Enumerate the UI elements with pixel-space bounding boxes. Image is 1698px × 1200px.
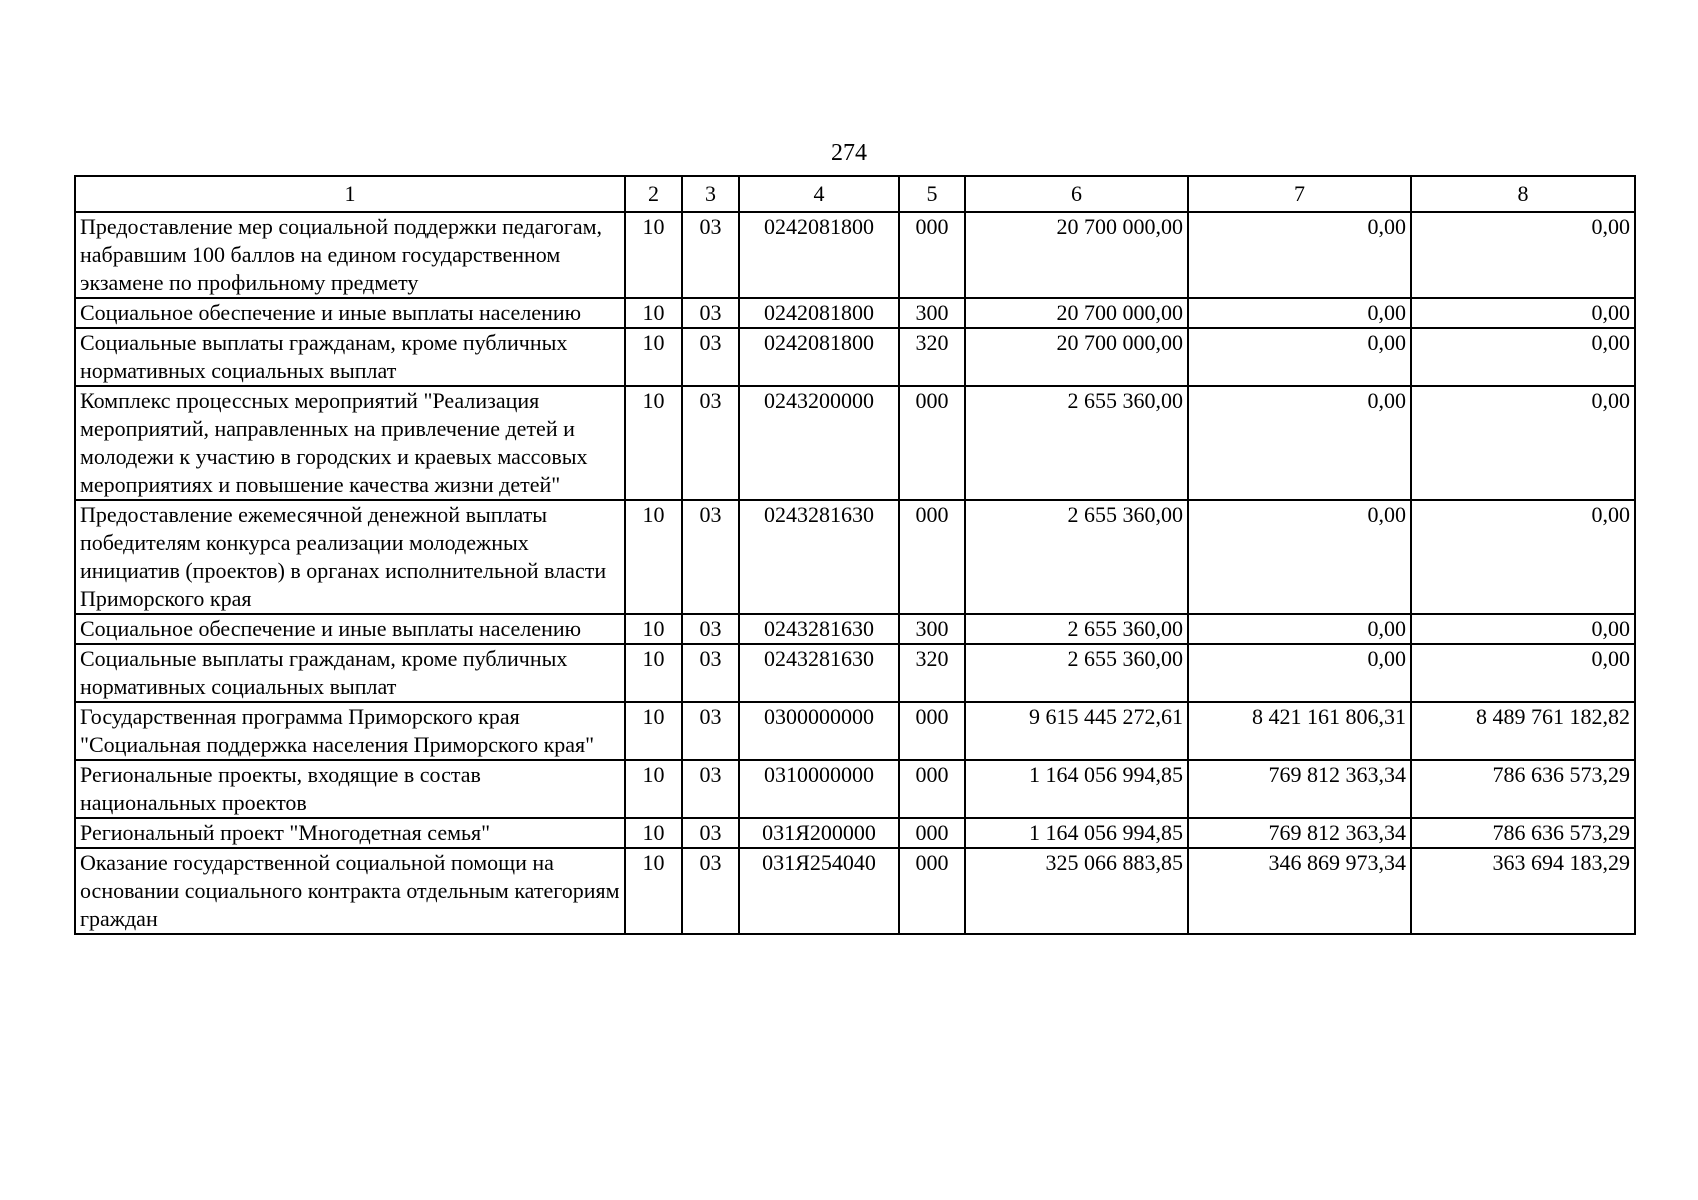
- subsection-code: 03: [682, 760, 739, 818]
- amount-col7: 8 421 161 806,31: [1188, 702, 1411, 760]
- row-name: Предоставление ежемесячной денежной выплаты победителям конкурса реализации молодежных инициатив (проектов) в органах исполнительной власти Приморского края: [75, 500, 625, 614]
- amount-col8: 786 636 573,29: [1411, 760, 1635, 818]
- amount-col7: 0,00: [1188, 386, 1411, 500]
- row-name: Предоставление мер социальной поддержки педагогам, набравшим 100 баллов на едином государственном экзамене по профильному предмету: [75, 212, 625, 298]
- amount-col8: 0,00: [1411, 644, 1635, 702]
- expense-type-code: 320: [899, 328, 965, 386]
- amount-col7: 0,00: [1188, 500, 1411, 614]
- target-article-code: 031Я254040: [739, 848, 899, 934]
- amount-col6: 1 164 056 994,85: [965, 760, 1188, 818]
- subsection-code: 03: [682, 212, 739, 298]
- expense-type-code: 300: [899, 298, 965, 328]
- column-header: 4: [739, 176, 899, 212]
- amount-col7: 0,00: [1188, 298, 1411, 328]
- row-name: Оказание государственной социальной помощи на основании социального контракта отдельным категориям граждан: [75, 848, 625, 934]
- amount-col8: 786 636 573,29: [1411, 818, 1635, 848]
- table-row: [75, 614, 1635, 644]
- section-code: 10: [625, 760, 682, 818]
- subsection-code: 03: [682, 848, 739, 934]
- expense-type-code: 000: [899, 702, 965, 760]
- amount-col6: 9 615 445 272,61: [965, 702, 1188, 760]
- table-row: [75, 298, 1635, 328]
- table-row: [75, 212, 1635, 298]
- section-code: 10: [625, 298, 682, 328]
- row-name: Региональные проекты, входящие в состав национальных проектов: [75, 760, 625, 818]
- target-article-code: 031Я200000: [739, 818, 899, 848]
- subsection-code: 03: [682, 500, 739, 614]
- amount-col7: 0,00: [1188, 614, 1411, 644]
- budget-table: [74, 175, 1636, 935]
- column-header: 6: [965, 176, 1188, 212]
- amount-col6: 2 655 360,00: [965, 614, 1188, 644]
- amount-col7: 0,00: [1188, 212, 1411, 298]
- expense-type-code: 000: [899, 818, 965, 848]
- row-name: Социальное обеспечение и иные выплаты населению: [75, 298, 625, 328]
- row-name: Социальные выплаты гражданам, кроме публичных нормативных социальных выплат: [75, 644, 625, 702]
- section-code: 10: [625, 848, 682, 934]
- column-header: 3: [682, 176, 739, 212]
- expense-type-code: 000: [899, 212, 965, 298]
- column-header: 5: [899, 176, 965, 212]
- amount-col6: 20 700 000,00: [965, 328, 1188, 386]
- expense-type-code: 000: [899, 848, 965, 934]
- amount-col6: 20 700 000,00: [965, 298, 1188, 328]
- table-row: [75, 644, 1635, 702]
- amount-col7: 769 812 363,34: [1188, 818, 1411, 848]
- subsection-code: 03: [682, 644, 739, 702]
- subsection-code: 03: [682, 328, 739, 386]
- amount-col6: 325 066 883,85: [965, 848, 1188, 934]
- amount-col7: 346 869 973,34: [1188, 848, 1411, 934]
- section-code: 10: [625, 702, 682, 760]
- section-code: 10: [625, 328, 682, 386]
- section-code: 10: [625, 614, 682, 644]
- row-name: Социальное обеспечение и иные выплаты населению: [75, 614, 625, 644]
- table-row: [75, 500, 1635, 614]
- target-article-code: 0243281630: [739, 500, 899, 614]
- amount-col8: 0,00: [1411, 298, 1635, 328]
- section-code: 10: [625, 386, 682, 500]
- subsection-code: 03: [682, 298, 739, 328]
- amount-col8: 0,00: [1411, 500, 1635, 614]
- expense-type-code: 000: [899, 500, 965, 614]
- table-row: [75, 760, 1635, 818]
- amount-col6: 20 700 000,00: [965, 212, 1188, 298]
- section-code: 10: [625, 818, 682, 848]
- amount-col6: 2 655 360,00: [965, 644, 1188, 702]
- subsection-code: 03: [682, 702, 739, 760]
- target-article-code: 0242081800: [739, 328, 899, 386]
- row-name: Комплекс процессных мероприятий "Реализация мероприятий, направленных на привлечение детей и молодежи к участию в городских и краевых массовых мероприятиях и повышение качества жизни детей": [75, 386, 625, 500]
- amount-col6: 2 655 360,00: [965, 386, 1188, 500]
- row-name: Социальные выплаты гражданам, кроме публичных нормативных социальных выплат: [75, 328, 625, 386]
- expense-type-code: 320: [899, 644, 965, 702]
- target-article-code: 0300000000: [739, 702, 899, 760]
- subsection-code: 03: [682, 386, 739, 500]
- amount-col8: 8 489 761 182,82: [1411, 702, 1635, 760]
- target-article-code: 0242081800: [739, 212, 899, 298]
- section-code: 10: [625, 644, 682, 702]
- amount-col8: 0,00: [1411, 614, 1635, 644]
- target-article-code: 0310000000: [739, 760, 899, 818]
- amount-col8: 363 694 183,29: [1411, 848, 1635, 934]
- amount-col8: 0,00: [1411, 212, 1635, 298]
- amount-col7: 769 812 363,34: [1188, 760, 1411, 818]
- section-code: 10: [625, 212, 682, 298]
- section-code: 10: [625, 500, 682, 614]
- table-row: [75, 848, 1635, 934]
- column-header: 1: [75, 176, 625, 212]
- amount-col8: 0,00: [1411, 386, 1635, 500]
- row-name: Государственная программа Приморского края "Социальная поддержка населения Приморского края": [75, 702, 625, 760]
- target-article-code: 0243281630: [739, 614, 899, 644]
- table-row: [75, 328, 1635, 386]
- column-header: 7: [1188, 176, 1411, 212]
- amount-col6: 2 655 360,00: [965, 500, 1188, 614]
- table-row: [75, 702, 1635, 760]
- amount-col7: 0,00: [1188, 644, 1411, 702]
- expense-type-code: 000: [899, 760, 965, 818]
- expense-type-code: 000: [899, 386, 965, 500]
- target-article-code: 0242081800: [739, 298, 899, 328]
- column-header: 8: [1411, 176, 1635, 212]
- expense-type-code: 300: [899, 614, 965, 644]
- table-row: [75, 386, 1635, 500]
- amount-col7: 0,00: [1188, 328, 1411, 386]
- header-row: [75, 176, 1635, 212]
- row-name: Региональный проект "Многодетная семья": [75, 818, 625, 848]
- subsection-code: 03: [682, 818, 739, 848]
- table-row: [75, 818, 1635, 848]
- target-article-code: 0243200000: [739, 386, 899, 500]
- target-article-code: 0243281630: [739, 644, 899, 702]
- amount-col6: 1 164 056 994,85: [965, 818, 1188, 848]
- page-number: 274: [831, 140, 867, 166]
- amount-col8: 0,00: [1411, 328, 1635, 386]
- column-header: 2: [625, 176, 682, 212]
- subsection-code: 03: [682, 614, 739, 644]
